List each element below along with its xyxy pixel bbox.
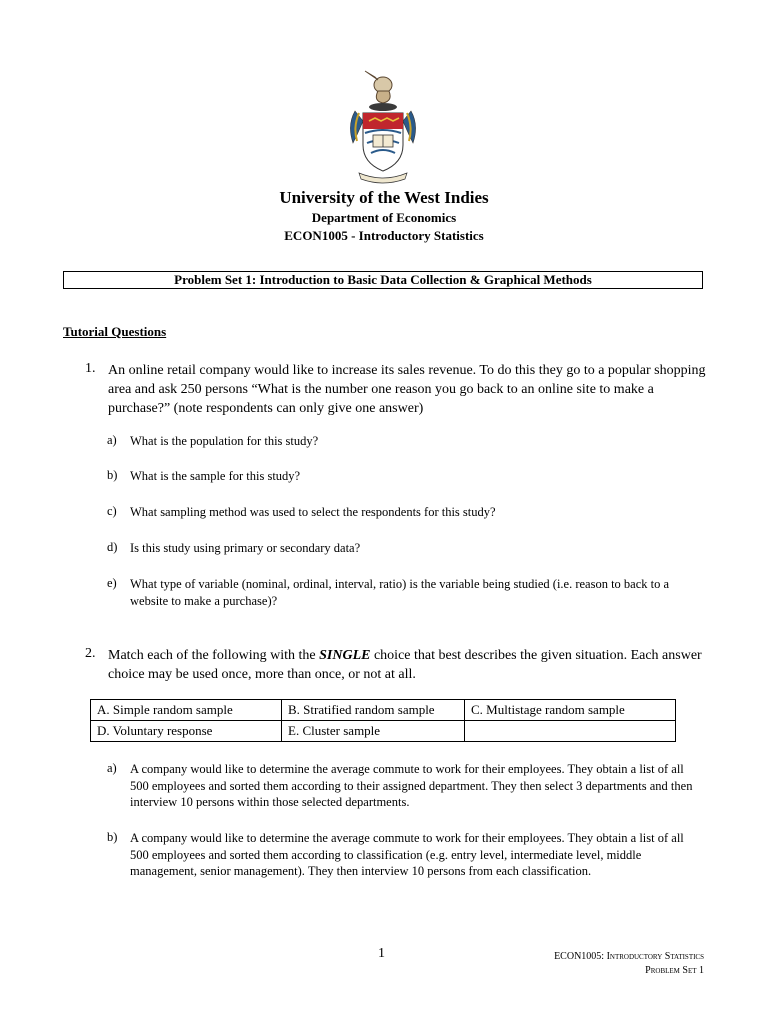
section-heading: Tutorial Questions: [63, 324, 167, 339]
problem-set-title-box: Problem Set 1: Introduction to Basic Data Collection & Graphical Methods: [63, 271, 703, 289]
q2-part-text: A company would like to determine the average commute to work for their employees. They obtain a list of all 500 employees and sorted them according to their assigned department. They then select 3 departments and then interview 10 persons within those selected departments.: [130, 762, 693, 809]
table-cell: A. Simple random sample: [91, 700, 282, 721]
footer-problem-set: Problem Set 1: [645, 965, 704, 976]
course-title: ECON1005 - Introductory Statistics: [284, 228, 484, 243]
footer-course: ECON1005: Introductory Statistics: [554, 951, 704, 962]
university-name: University of the West Indies: [279, 188, 489, 207]
q1-part-text: What is the sample for this study?: [130, 469, 301, 483]
table-cell: D. Voluntary response: [91, 721, 282, 742]
q1-part-text: What sampling method was used to select the respondents for this study?: [130, 505, 496, 519]
page-footer: [554, 950, 704, 978]
q1-part-label: b): [107, 468, 118, 482]
q1-part-text: What type of variable (nominal, ordinal, interval, ratio) is the variable being studied (i.e. reason to back to a website to make a purchase)?: [130, 577, 670, 608]
answer-options-table: [90, 699, 676, 742]
q2-part-label: a): [107, 761, 117, 775]
q2-text-after: choice that best describes the given situation. Each answer choice may be used once, more than once, or not at all.: [108, 648, 702, 682]
page-number: 1: [378, 946, 385, 961]
department-name: Department of Economics: [311, 210, 457, 225]
q1-part-text: What is the population for this study?: [130, 434, 319, 448]
q2-text-before: Match each of the following with the: [108, 648, 320, 663]
q1-part-label: e): [107, 576, 117, 590]
question-1-number: 1.: [85, 361, 96, 376]
q2-part-text: A company would like to determine the average commute to work for their employees. They obtain a list of all 500 employees and sorted them according to classification (e.g. entry level, intermediate level, middle management, senior management). They then interview 10 persons from each classification.: [130, 831, 684, 878]
q1-part-text: Is this study using primary or secondary data?: [130, 541, 361, 555]
table-row: [91, 700, 676, 721]
question-1-text: An online retail company would like to increase its sales revenue. To do this they go to a popular shopping area and ask 250 persons “What is the number one reason you go back to an online site to make a purchase?” (note respondents can only give one answer): [108, 363, 706, 416]
q1-part-label: d): [107, 540, 118, 554]
q1-part-label: a): [107, 433, 117, 447]
table-cell: C. Multistage random sample: [465, 700, 676, 721]
university-crest-logo: [345, 63, 421, 185]
table-cell: [465, 721, 676, 742]
q2-part-label: b): [107, 830, 118, 844]
table-cell: E. Cluster sample: [282, 721, 465, 742]
q2-emphasis: SINGLE: [319, 648, 371, 663]
table-cell: B. Stratified random sample: [282, 700, 465, 721]
question-2-text: [108, 646, 708, 684]
question-2-number: 2.: [85, 646, 96, 661]
table-row: [91, 721, 676, 742]
q1-part-label: c): [107, 504, 117, 518]
